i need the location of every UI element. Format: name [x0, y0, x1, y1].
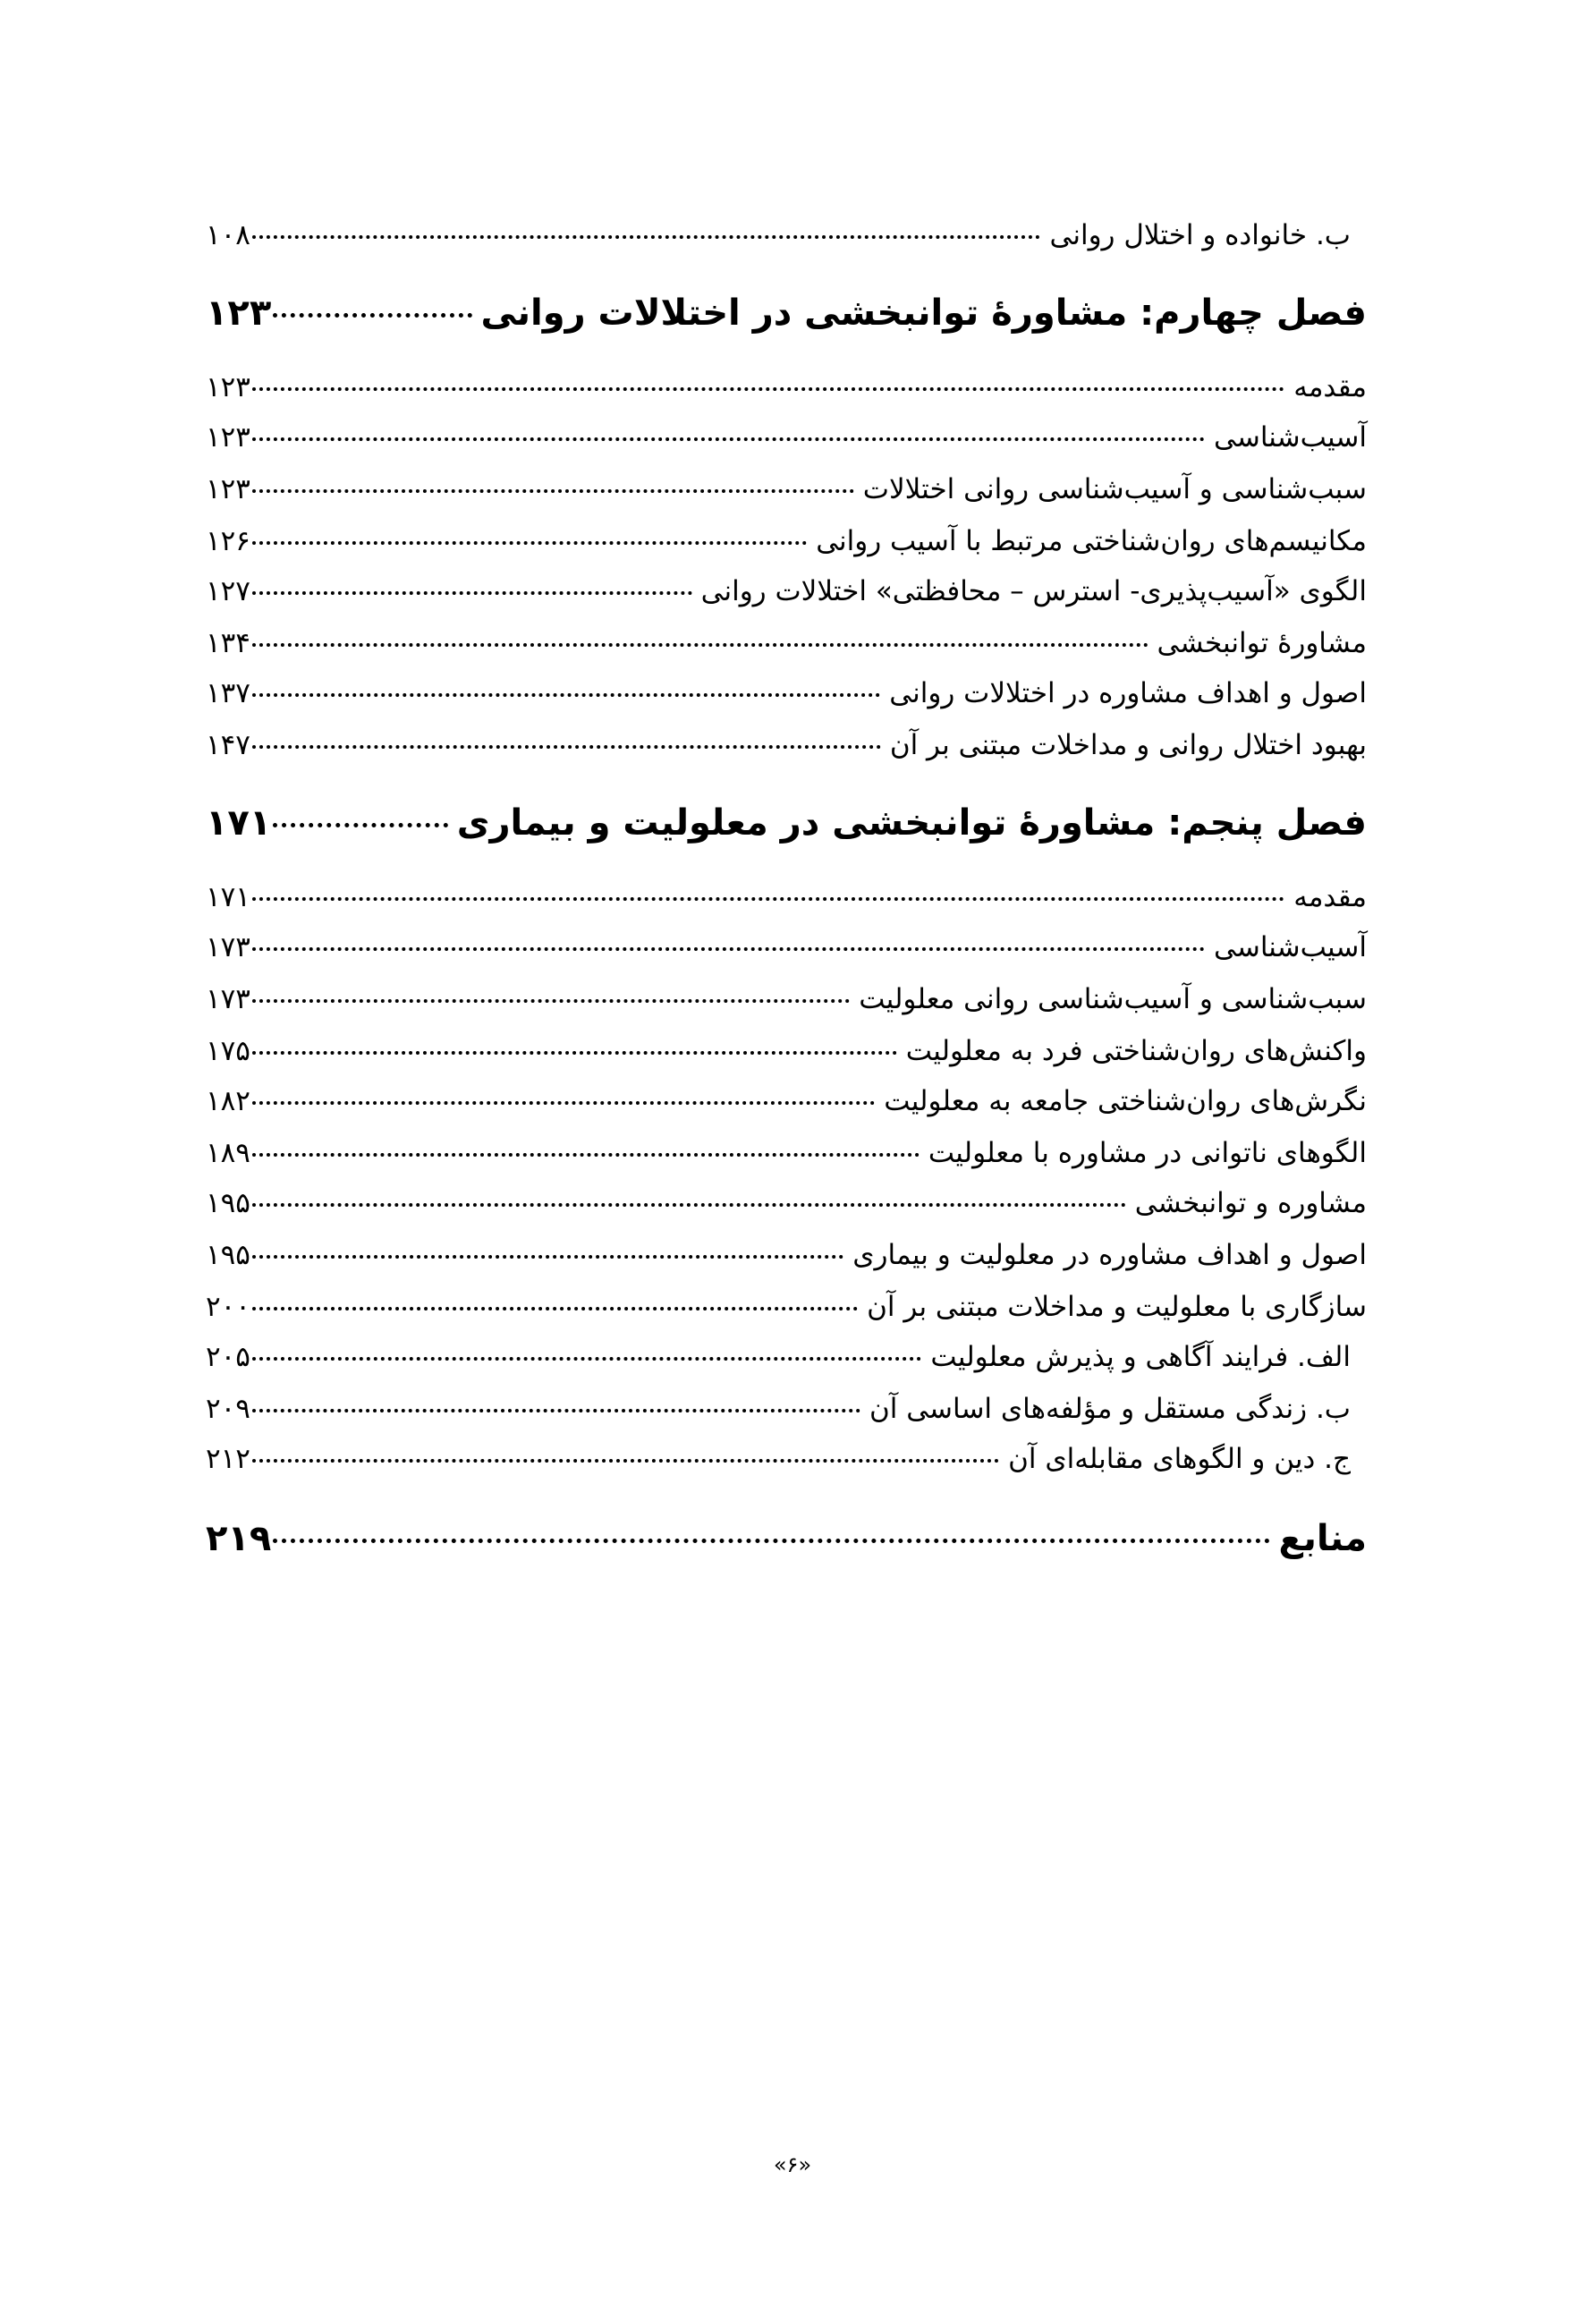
- toc-entry-principles-disability: [206, 1233, 1367, 1277]
- toc-entry-label: ب. خانواده و اختلال روانی: [1049, 219, 1351, 251]
- toc-entry-label: ج. دین و الگوهای مقابله‌ای آن: [1008, 1443, 1351, 1475]
- dot-leader: [252, 1307, 858, 1310]
- dot-leader: [252, 1203, 1126, 1207]
- dot-leader: [252, 1051, 897, 1055]
- toc-entry-page: ۱۲۳: [206, 421, 250, 454]
- toc-entry-vulnerability-stress-model: [206, 569, 1367, 614]
- toc-entry-principles-mental-disorders: [206, 671, 1367, 716]
- dot-leader: [252, 897, 1284, 901]
- toc-entry-label: مقدمه: [1293, 881, 1367, 913]
- dot-leader: [252, 1409, 860, 1412]
- dot-leader: [252, 643, 1148, 647]
- toc-entry-label: واکنش‌های روان‌شناختی فرد به معلولیت: [905, 1035, 1367, 1067]
- dot-leader: [252, 1459, 999, 1463]
- dot-leader: [252, 1255, 843, 1259]
- toc-entry-label: مشاورۀ توانبخشی: [1157, 627, 1367, 659]
- toc-entry-page: ۱۹۵: [206, 1239, 250, 1271]
- toc-chapter-label: منابع: [1278, 1518, 1367, 1559]
- toc-entry-label: سازگاری با معلولیت و مداخلات مبتنی بر آن: [867, 1291, 1367, 1323]
- toc-chapter-page: ۱۲۳: [206, 293, 272, 334]
- toc-entry-pathology: [206, 925, 1367, 970]
- toc-entry-disability-models: [206, 1131, 1367, 1175]
- toc-entry-page: ۱۲۳: [206, 371, 250, 403]
- dot-leader: [273, 313, 471, 318]
- toc-entry-page: ۱۲۷: [206, 575, 250, 607]
- toc-chapter-5-heading: [206, 796, 1367, 850]
- toc-entry-page: ۱۳۴: [206, 627, 250, 659]
- toc-entry-family-and-mental-disorder: [206, 213, 1351, 258]
- toc-entry-label: الگوهای ناتوانی در مشاوره با معلولیت: [928, 1137, 1367, 1169]
- toc-entry-page: ۱۷۵: [206, 1035, 250, 1067]
- toc-entry-page: ۲۱۲: [206, 1443, 250, 1475]
- toc-entry-individual-reactions: [206, 1029, 1367, 1073]
- toc-entry-page: ۱۷۳: [206, 983, 250, 1015]
- toc-entry-religion-coping: [206, 1437, 1351, 1481]
- toc-entry-page: ۱۴۷: [206, 729, 250, 761]
- dot-leader: [252, 745, 881, 749]
- dot-leader: [252, 235, 1041, 239]
- dot-leader: [252, 1357, 921, 1361]
- toc-entry-page: ۲۰۰: [206, 1291, 250, 1323]
- toc-entry-label: الگوی «آسیب‌پذیری- استرس – محافظتی» اختلالات روانی: [700, 575, 1367, 607]
- toc-entry-page: ۱۷۳: [206, 931, 250, 963]
- toc-entry-label: آسیب‌شناسی: [1214, 421, 1367, 454]
- toc-entry-page: ۱۹۵: [206, 1187, 250, 1219]
- toc-entry-label: نگرش‌های روان‌شناختی جامعه به معلولیت: [884, 1085, 1367, 1117]
- toc-entry-label: سبب‌شناسی و آسیب‌شناسی روانی معلولیت: [859, 983, 1367, 1015]
- dot-leader: [252, 1101, 875, 1105]
- toc-entry-label: بهبود اختلال روانی و مداخلات مبتنی بر آن: [889, 729, 1367, 761]
- toc-entry-label: ب. زندگی مستقل و مؤلفه‌های اساسی آن: [869, 1393, 1351, 1425]
- toc-chapter-label: فصل پنجم: مشاورۀ توانبخشی در معلولیت و بیماری: [456, 802, 1367, 844]
- toc-entry-rehab-counseling: [206, 621, 1367, 666]
- toc-entry-label: الف. فرایند آگاهی و پذیرش معلولیت: [930, 1341, 1351, 1373]
- toc-entry-page: ۲۰۵: [206, 1341, 250, 1373]
- toc-entry-page: ۱۲۶: [206, 525, 250, 557]
- toc-chapter-page: ۲۱۹: [206, 1518, 272, 1559]
- dot-leader: [273, 1539, 1269, 1543]
- dot-leader: [252, 489, 854, 493]
- toc-entry-page: ۱۲۳: [206, 473, 250, 505]
- toc-entry-etiology-disorders: [206, 467, 1367, 512]
- dot-leader: [252, 947, 1205, 951]
- toc-entry-society-attitudes: [206, 1079, 1367, 1124]
- dot-leader: [252, 387, 1284, 391]
- page-number: «۶»: [773, 2152, 812, 2177]
- toc-entry-introduction: [206, 365, 1367, 410]
- toc-references-heading: [206, 1512, 1367, 1565]
- toc-entry-page: ۱۸۲: [206, 1085, 250, 1117]
- toc-entry-page: ۱۸۹: [206, 1137, 250, 1169]
- toc-entry-label: مقدمه: [1293, 371, 1367, 403]
- dot-leader: [252, 999, 850, 1003]
- dot-leader: [273, 823, 448, 827]
- toc-entry-page: ۱۰۸: [206, 219, 250, 251]
- toc-entry-page: ۱۷۱: [206, 881, 250, 913]
- toc-entry-label: مکانیسم‌های روان‌شناختی مرتبط با آسیب روانی: [816, 525, 1367, 557]
- toc-entry-adjustment-interventions: [206, 1285, 1367, 1329]
- dot-leader: [252, 1153, 920, 1157]
- toc-chapter-page: ۱۷۱: [206, 802, 272, 844]
- toc-entry-label: سبب‌شناسی و آسیب‌شناسی روانی اختلالات: [862, 473, 1367, 505]
- toc-entry-psychological-mechanisms: [206, 519, 1367, 564]
- toc-entry-introduction: [206, 875, 1367, 920]
- dot-leader: [252, 541, 807, 545]
- toc-entry-label: مشاوره و توانبخشی: [1134, 1187, 1367, 1219]
- toc-entry-independent-living: [206, 1387, 1351, 1431]
- dot-leader: [252, 591, 692, 595]
- toc-entry-recovery-interventions: [206, 723, 1367, 768]
- toc-entry-label: اصول و اهداف مشاوره در اختلالات روانی: [889, 677, 1367, 709]
- toc-entry-label: اصول و اهداف مشاوره در معلولیت و بیماری: [852, 1239, 1367, 1271]
- toc-entry-page: ۲۰۹: [206, 1393, 250, 1425]
- dot-leader: [252, 693, 880, 697]
- dot-leader: [252, 437, 1205, 441]
- toc-entry-counseling-rehab: [206, 1181, 1367, 1226]
- toc-entry-page: ۱۳۷: [206, 677, 250, 709]
- toc-entry-etiology-disability: [206, 977, 1367, 1022]
- toc-entry-awareness-acceptance: [206, 1335, 1351, 1379]
- toc-entry-label: آسیب‌شناسی: [1214, 931, 1367, 963]
- toc-entry-pathology: [206, 415, 1367, 460]
- toc-chapter-4-heading: [206, 286, 1367, 340]
- toc-chapter-label: فصل چهارم: مشاورۀ توانبخشی در اختلالات روانی: [480, 293, 1367, 334]
